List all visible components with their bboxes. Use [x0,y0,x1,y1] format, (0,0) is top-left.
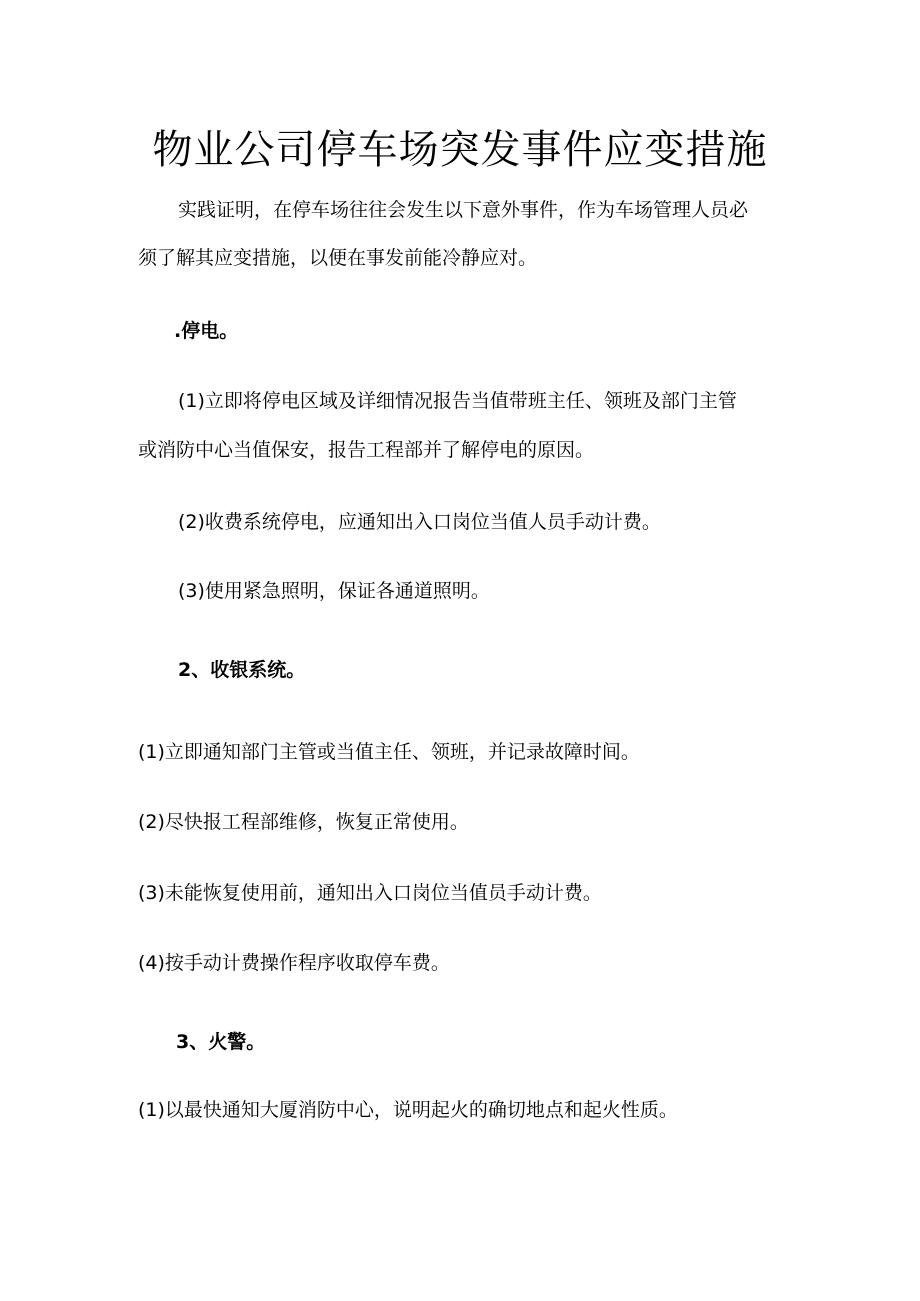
cashier-system-item-4: (4)按手动计费操作程序收取停车费。 [138,952,450,974]
fire-alarm-item-1: (1)以最快通知大厦消防中心，说明起火的确切地点和起火性质。 [138,1099,678,1121]
section-heading-fire-alarm: 3、火警。 [176,1031,266,1053]
power-outage-item-2: (2)收费系统停电，应通知出入口岗位当值人员手动计费。 [178,511,661,533]
cashier-system-item-1: (1)立即通知部门主管或当值主任、领班，并记录故障时间。 [138,741,640,763]
section-heading-cashier-system: 2、收银系统。 [178,659,306,681]
intro-line-2: 须了解其应变措施，以便在事发前能冷静应对。 [138,247,538,269]
cashier-system-item-2: (2)尽快报工程部维修，恢复正常使用。 [138,811,469,833]
document-title: 物业公司停车场突发事件应变措施 [152,127,768,173]
intro-line-1: 实践证明，在停车场往往会发生以下意外事件，作为车场管理人员必 [178,199,749,221]
power-outage-item-1: (1)立即将停电区域及详细情况报告当值带班主任、领班及部门主管 [178,390,737,412]
cashier-system-item-3: (3)未能恢复使用前，通知出入口岗位当值员手动计费。 [138,882,602,904]
section-heading-power-outage: .停电。 [174,320,239,342]
power-outage-item-1-cont: 或消防中心当值保安，报告工程部并了解停电的原因。 [138,439,595,461]
power-outage-item-3: (3)使用紧急照明，保证各通道照明。 [178,580,490,602]
